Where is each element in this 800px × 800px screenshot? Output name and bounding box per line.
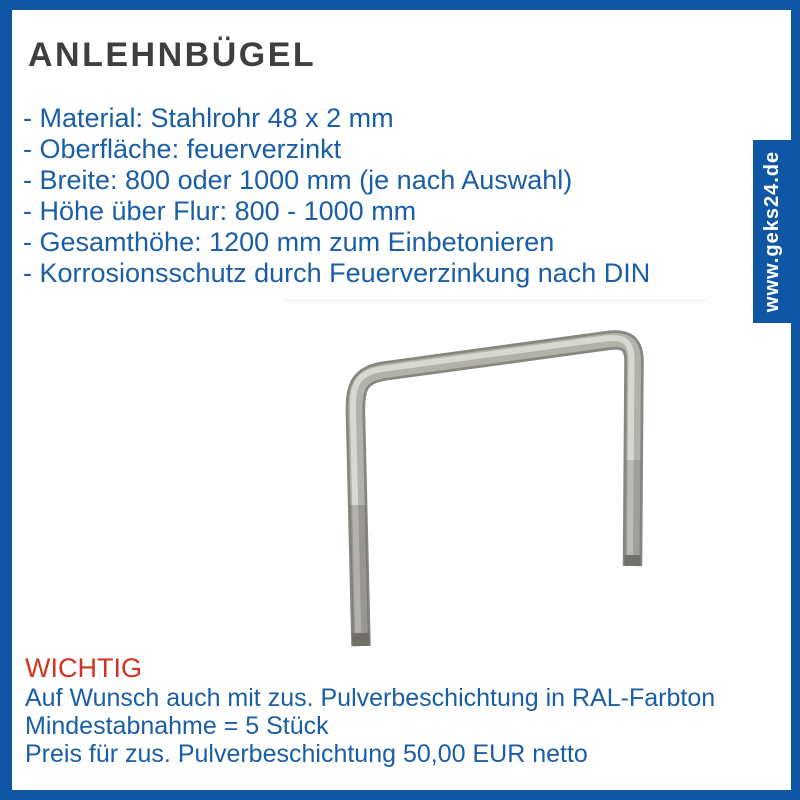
notice-line-mindestabnahme: Mindestabnahme = 5 Stück [25,712,329,740]
spec-line-gesamthoehe: - Gesamthöhe: 1200 mm zum Einbetonieren [23,227,555,257]
spec-line-material: - Material: Stahlrohr 48 x 2 mm [23,103,394,133]
spec-line-oberflaeche: - Oberfläche: feuerverzinkt [23,134,342,164]
notice-line-preis: Preis für zus. Pulverbeschichtung 50,00 EUR netto [25,740,588,768]
spec-line-breite: - Breite: 800 oder 1000 mm (je nach Auswahl) [23,165,573,195]
notice-block [25,653,715,768]
notice-line-pulverbeschichtung: Auf Wunsch auch mit zus. Pulverbeschichtung in RAL-Farbton [25,684,716,712]
photo-edge-artifact [285,300,705,301]
notice-heading: WICHTIG [25,653,142,683]
website-ribbon [753,140,800,323]
page-title: ANLEHNBÜGEL [28,36,317,74]
website-ribbon-label: www.geks24.de [761,150,784,313]
spec-line-hoehe: - Höhe über Flur: 800 - 1000 mm [23,196,417,226]
spec-list [23,103,650,289]
steel-tube [353,338,634,646]
spec-line-korrosionsschutz: - Korrosionsschutz durch Feuerverzinkung nach DIN [23,258,651,288]
